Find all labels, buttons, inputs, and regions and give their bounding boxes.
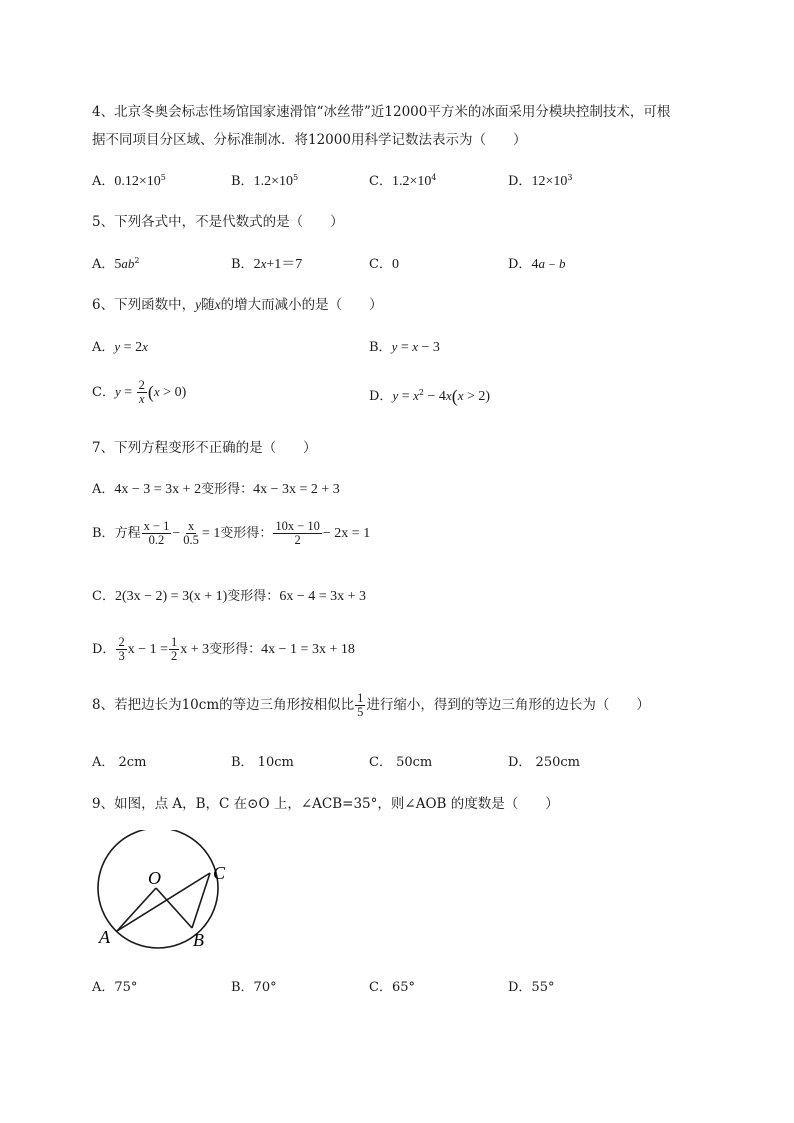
q9-option-b[interactable]: B．70°: [231, 980, 277, 995]
segment-cb: [192, 873, 210, 928]
q7-b-fraction-3: $\frac{10x - 10}{2}$: [275, 519, 320, 548]
q9-stem: 9、如图，点 A，B，C 在⊙O 上，∠ACB=35°，则∠AOB 的度数是（ ）: [92, 796, 559, 812]
q7-d-fraction-2: $\frac{1}{2}$: [170, 635, 178, 664]
q7-d-fraction-1: $\frac{2}{3}$: [118, 635, 125, 664]
q7-b-fraction-2: $\frac{x}{0.5}$: [183, 519, 199, 548]
q9-option-a[interactable]: A．75°: [92, 980, 138, 995]
segment-ob: [156, 888, 192, 928]
q8-option-b[interactable]: B． 10cm: [231, 755, 294, 770]
segment-ac: [117, 873, 210, 931]
q5-stem: 5、下列各式中，不是代数式的是（ ）: [92, 214, 344, 230]
label-o: O: [148, 868, 161, 888]
q8-stem: 8、若把边长为10cm的等边三角形按相似比 $\frac{1}{5}$ 进行缩小，得到的等边三角形的边长为（ ）: [92, 691, 650, 720]
label-c: C: [213, 863, 226, 883]
q6-option-a[interactable]: A．y = 2x: [92, 339, 148, 355]
q8-option-a[interactable]: A． 2cm: [92, 755, 147, 770]
q8-option-d[interactable]: D． 250cm: [508, 755, 580, 770]
q8-ratio-fraction: $\frac{1}{5}$: [357, 691, 364, 720]
q4-stem-line2: 据不同项目分区域、分标准制冰．将12000用科学记数法表示为（ ）: [92, 132, 527, 148]
q4-option-c[interactable]: C．$1.2\times 10^4$: [369, 173, 437, 189]
q5-option-c[interactable]: C．0: [369, 257, 399, 272]
q7-b-fraction-1: $\frac{x - 1}{0.2}$: [143, 519, 170, 548]
q4-option-d[interactable]: D．$12\times 10^3$: [508, 173, 573, 189]
q7-option-b[interactable]: B．方程 $\frac{x - 1}{0.2}$ − $\frac{x}{0.5}$ = 1变形得： $\frac{10x - 10}{2}$ − 2x = 1: [92, 519, 371, 548]
q9-circle-figure: [90, 830, 240, 955]
label-b: B: [193, 930, 204, 950]
q6-c-fraction: $\frac{2}{x}$: [138, 378, 145, 407]
q6-option-b[interactable]: B．y = x − 3: [369, 339, 440, 355]
q5-option-b[interactable]: B．2x+1＝7: [231, 256, 303, 272]
q7-option-c[interactable]: C．2(3x − 2) = 3(x + 1)变形得：6x − 4 = 3x + 3: [92, 589, 366, 604]
q4-option-b[interactable]: B．$1.2\times 10^5$: [231, 173, 299, 189]
q6-option-c[interactable]: C．y = $\frac{2}{x}$ (x > 0): [92, 378, 187, 407]
q4-option-a[interactable]: A．$0.12\times 10^5$: [92, 173, 166, 189]
q9-option-c[interactable]: C．65°: [369, 980, 415, 995]
q7-option-d[interactable]: D． $\frac{2}{3}$ x − 1 = $\frac{1}{2}$ x + 3变形得：4x − 1 = 3x + 18: [92, 635, 355, 664]
label-a: A: [99, 927, 110, 947]
q7-option-a[interactable]: A．4x − 3 = 3x + 2变形得：4x − 3x = 2 + 3: [92, 482, 340, 497]
q6-stem: 6、下列函数中，y随x的增大而减小的是（ ）: [92, 297, 383, 313]
q5-option-a[interactable]: A．$5ab^2$: [92, 256, 140, 272]
q6-option-d[interactable]: D．$y = x^2 - 4x(x > 2)$: [369, 386, 491, 406]
q8-option-c[interactable]: C． 50cm: [369, 755, 433, 770]
q4-stem-line1: 4、北京冬奥会标志性场馆国家速滑馆“冰丝带”近12000平方米的冰面采用分模块控制技术，可根: [92, 104, 671, 120]
q5-option-d[interactable]: D．4a﹣b: [508, 256, 566, 272]
q9-option-d[interactable]: D．55°: [508, 980, 555, 995]
q7-stem: 7、下列方程变形不正确的是（ ）: [92, 440, 317, 456]
